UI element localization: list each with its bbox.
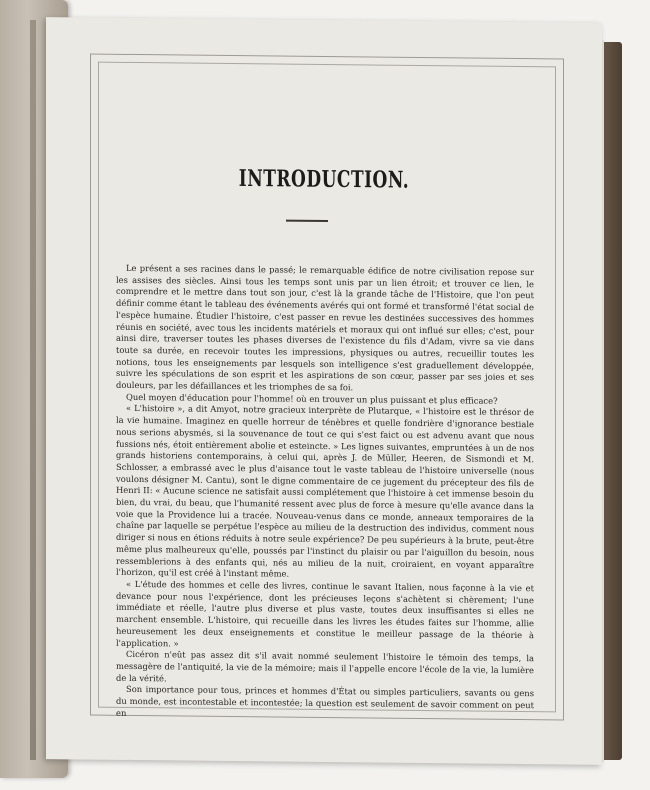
page-title: INTRODUCTION.: [238, 165, 410, 195]
cover-spine-shadow: [30, 20, 36, 760]
paragraph: « L'histoire », a dit Amyot, notre gracieux interprète de Plutarque, « l'histoire est le thrésor de la vie humaine. Imaginez en quelle horreur de ténèbres et quelle fondrière d'ignorance bestiale nous serions abysmés, si la souvenance de tout ce qui s'est faict ou est advenu avant que nous fussions nés, étoit entièrement abolie et esteincte. » Les lignes suivantes, empruntées à un de nos grands historiens contemporains, à celui qui, après J. de Müller, Heeren, de Sismondi et M. Schlosser, a embrassé avec le plus d'aisance tout le vaste tableau de l'histoire universelle (nous voulons désigner M. Cantu), sont le digne commentaire de ce jugement du précepteur des fils de Henri II: « Aucune science ne satisfait aussi complétement que l'histoire à cet immense besoin du bien, du vrai, du beau, que l'humanité ressent avec plus de force à mesure qu'elle avance dans la voie que la Providence lui a tracée. Nouveau-venus dans ce monde, anneaux temporaires de la chaîne par laquelle se perpétue l'espèce au milieu de la destruction des individus, comment nous diriger si nous en étions réduits à notre seule expérience? De peu supérieurs à la brute, peut-être même plus malheureux qu'elle, poussés par l'instinct du plaisir ou par l'aiguillon du besoin, nous ressemblerions à des enfants qui, nés au milieu de la nuit, croiraient, en voyant apparaître l'horizon, qu'il est créé à l'instant même.: [116, 403, 535, 579]
title-rule: [286, 220, 328, 222]
paragraph: Le présent a ses racines dans le passé; le remarquable édifice de notre civilisation repose sur les assises des siècles. Ainsi tous les temps sont unis par un lien étroit; et trouver ce lien, le comprendre et le mettre dans tout son jour, c'est là la grande tâche de l'Histoire, que l'on peut définir comme étant le tableau des événements avérés qui ont formé et transformé l'état social de l'espèce humaine. Étudier l'histoire, c'est passer en revue les destinées successives des hommes réunis en société, avec tous les incidents matériels et moraux qui ont influé sur elles; c'est, pour ainsi dire, traverser toutes les phases diverses de l'existence du fils d'Adam, vivre sa vie dans toute sa durée, en recevoir toutes les impressions, physiques ou autres, recueillir toutes les notions, tous les enseignements par lesquels son intelligence s'est graduellement développée, suivre les spéculations de son esprit et les aspirations de son cœur, passer par ses joies et ses douleurs, par les défaillances et les triomphes de sa foi.: [116, 262, 534, 393]
book-page: [46, 17, 602, 765]
paragraph: Cicéron n'eût pas assez dit s'il avait nommé seulement l'histoire le témoin des temps, la messagère de l'antiquité, la vie de la mémoire; mais il l'appelle encore l'école de la vie, la lumière de la vérité.: [116, 649, 534, 683]
paragraph: Son importance pour tous, princes et hommes d'État ou simples particuliers, savants ou gens du monde, est incontestable et incontestée; la question est seulement de savoir comment on peut en: [116, 684, 534, 718]
paragraph: « L'étude des hommes et celle des livres, continue le savant Italien, nous façonne à la vie et devance pour nous l'expérience, dont les précieuses leçons s'achètent si chèrement; l'une immédiate et réelle, l'autre plus diverse et plus vaste, toutes deux insuffisantes si elles ne marchent ensemble. L'histoire, qui recueille dans les livres les études faites sur l'homme, allie heureusement les deux enseignements et constitue le meilleur passage de la théorie à l'application. »: [116, 578, 534, 648]
body-text: [116, 263, 534, 724]
paragraph: Quel moyen d'éducation pour l'homme! où en trouver un plus puissant et plus efficace?: [126, 391, 498, 406]
